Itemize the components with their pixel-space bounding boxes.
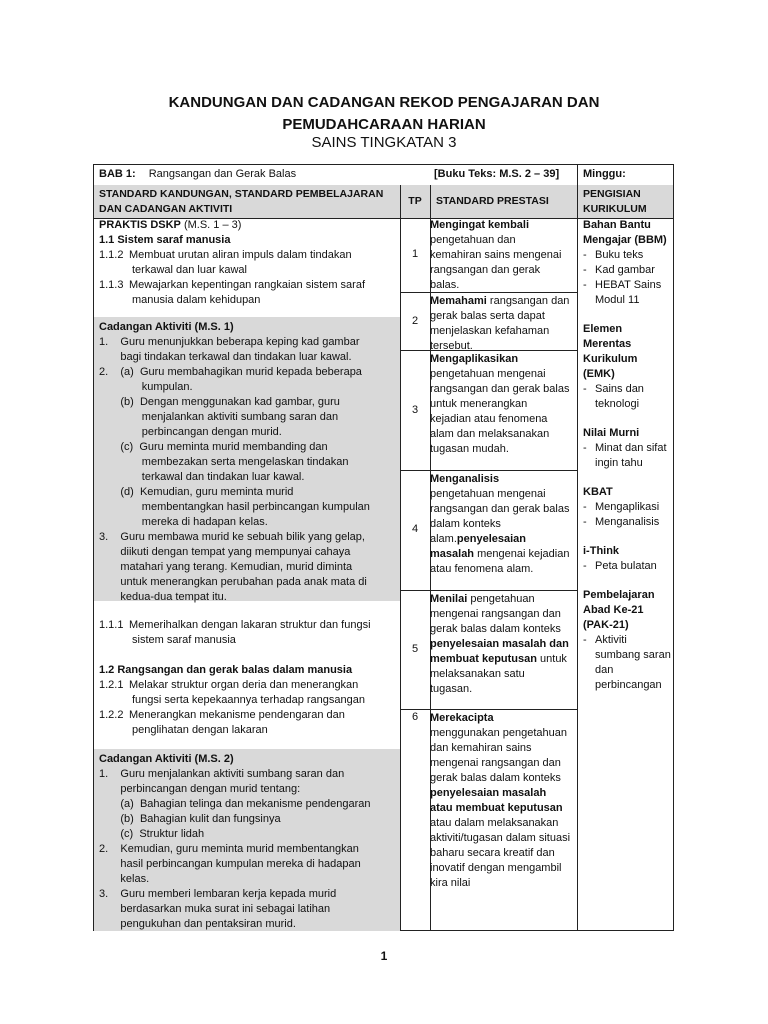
pak-block [583, 588, 671, 693]
list-item: - Sains dan teknologi [583, 382, 671, 412]
activity-line: kelas. [99, 873, 150, 885]
activity-line: berdasarkan muka surat ini sebagai latihan [99, 903, 331, 915]
activity-line: terkawal dan tindakan luar kawal. [99, 471, 305, 483]
bbm-title: Bahan Bantu Mengajar (BBM) [583, 219, 667, 246]
section-1-1: 1.1 Sistem saraf manusia [99, 234, 231, 246]
header-prestasi: STANDARD PRESTASI [436, 195, 549, 207]
tp-sep-4 [400, 590, 577, 591]
divider-left [400, 185, 401, 930]
sp-1-1-3-line1: Mewajarkan kepentingan rangkaian sistem saraf [129, 279, 366, 291]
title-line-2: PEMUDAHCARAAN HARIAN [282, 116, 486, 133]
pak-title: Pembelajaran Abad Ke-21 (PAK-21) [583, 589, 655, 631]
emk-title: Elemen Merentas Kurikulum (EMK) [583, 323, 638, 380]
activity-line: (b) Dengan menggunakan kad gambar, guru [99, 396, 340, 408]
sp-1-1-1-line1: Memerihalkan dengan lakaran struktur dan fungsi [129, 619, 371, 631]
nilai-title: Nilai Murni [583, 427, 640, 439]
sp-1-2-2-num: 1.2.2 [99, 709, 124, 721]
title-line-1: KANDUNGAN DAN CADANGAN REKOD PENGAJARAN DAN [168, 94, 600, 111]
bab-number: BAB 1: [99, 168, 136, 180]
ithink-block [583, 544, 671, 574]
tp-sep-5 [400, 709, 577, 710]
emk-block [583, 322, 671, 412]
sp-1-1-3-line2: manusia dalam kehidupan [132, 294, 261, 306]
section-1-2-block [99, 663, 397, 738]
activity-line: menjalankan aktiviti sumbang saran dan [99, 411, 339, 423]
prestasi-tp1-text: pengetahuan dan kemahiran sains mengenai rangsangan dan gerak balas. [430, 234, 562, 291]
tp-6: 6 [411, 711, 419, 723]
prestasi-tp4 [430, 472, 570, 577]
activity-line: (c) Guru meminta murid membanding dan [99, 441, 328, 453]
activity-1-list [99, 335, 397, 605]
nilai-list [583, 441, 671, 471]
activity-line: hasil perbincangan kumpulan mereka di hadapan [99, 858, 361, 870]
prestasi-tp4-bold: Menganalisis [430, 473, 500, 485]
lesson-plan-table [93, 164, 674, 931]
tp-sep-3 [400, 470, 577, 471]
activity-1-title: Cadangan Aktiviti (M.S. 1) [99, 321, 234, 333]
pengisian-kurikulum [583, 218, 671, 707]
sp-1-2-1 [99, 678, 397, 708]
minggu-label: Minggu: [583, 168, 626, 180]
sp-1-1-3-num: 1.1.3 [99, 279, 124, 291]
activity-line: membezakan serta mengelaskan tindakan [99, 456, 349, 468]
divider-right [577, 165, 578, 930]
list-item: - Aktiviti sumbang saran dan perbincangan [583, 633, 671, 693]
list-item: - Peta bulatan [583, 559, 671, 574]
prestasi-tp3-text: pengetahuan mengenai rangsangan dan gerak balas untuk menerangkan kejadian atau fenomena alam dan melaksanakan tugasan mudah. [430, 368, 570, 455]
prestasi-tp2-text: rangsangan dan gerak balas serta dapat menjelaskan kefahaman tersebut. [430, 295, 570, 352]
prestasi-tp5-bold: Menilai [430, 593, 468, 605]
activity-line: 3. Guru membawa murid ke sebuah bilik yang gelap, [99, 531, 365, 543]
activity-line: kedua-dua tempat itu. [99, 591, 227, 603]
prestasi-tp5 [430, 592, 570, 697]
section-1-2: 1.2 Rangsangan dan gerak balas dalam manusia [99, 664, 353, 676]
ithink-list [583, 559, 671, 574]
activity-2-list [99, 767, 397, 932]
prestasi-tp6-tail: atau dalam melaksanakan aktiviti/tugasan dalam situasi baharu secara kreatif dan inovatif dengan mengambil kira nilai [430, 817, 571, 889]
activity-line: untuk menerangkan perubahan pada anak mata di [99, 576, 367, 588]
activity-line: 2. Kemudian, guru meminta murid membentangkan [99, 843, 359, 855]
activity-line: 2. (a) Guru membahagikan murid kepada beberapa [99, 366, 362, 378]
sp-1-2-1-line1: Melakar struktur organ deria dan menerangkan [129, 679, 359, 691]
list-item: - HEBAT Sains Modul 11 [583, 278, 671, 308]
activity-2-title: Cadangan Aktiviti (M.S. 2) [99, 753, 234, 765]
bbm-list [583, 248, 671, 308]
praktis-rest: (M.S. 1 – 3) [180, 219, 242, 231]
prestasi-tp6 [430, 711, 570, 891]
header-pengisian-line1: PENGISIAN [583, 188, 641, 200]
activity-line: (c) Struktur lidah [99, 828, 205, 840]
header-standard-line1: STANDARD KANDUNGAN, STANDARD PEMBELAJARAN [99, 188, 384, 200]
activity-line: bagi tindakan terkawal dan tindakan luar kawal. [99, 351, 352, 363]
activity-line: 1. Guru menunjukkan beberapa keping kad gambar [99, 336, 360, 348]
left-column [99, 218, 397, 308]
page-number: 1 [380, 949, 388, 963]
sp-1-1-1 [99, 618, 397, 648]
list-item: - Buku teks [583, 248, 671, 263]
nilai-block [583, 426, 671, 471]
prestasi-tp3-bold: Mengaplikasikan [430, 353, 519, 365]
sp-1-1-1-line2: sistem saraf manusia [132, 634, 236, 646]
activity-line: (a) Bahagian telinga dan mekanisme pendengaran [99, 798, 371, 810]
header-standard-line2: DAN CADANGAN AKTIVITI [99, 203, 233, 215]
tp-1: 1 [411, 248, 419, 260]
sp-1-2-1-line2: fungsi serta kepekaannya terhadap rangsangan [132, 694, 366, 706]
ithink-title: i-Think [583, 545, 620, 557]
sp-1-1-2-line2: terkawal dan luar kawal [132, 264, 247, 276]
section-1-1-1 [99, 618, 397, 648]
list-item: - Kad gambar [583, 263, 671, 278]
activity-line: perbincangan dengan murid tentang: [99, 783, 301, 795]
prestasi-tp5-text: pengetahuan mengenai rangsangan dan gerak balas dalam konteks [430, 593, 561, 635]
pak-list [583, 633, 671, 693]
tp-5: 5 [411, 643, 419, 655]
activity-line: mereka di hadapan kelas. [99, 516, 268, 528]
header-pengisian [583, 187, 647, 217]
tp-4: 4 [411, 523, 419, 535]
prestasi-tp1 [430, 218, 570, 293]
kbat-list [583, 500, 671, 530]
activity-2 [99, 752, 397, 932]
bab-label [99, 167, 296, 182]
activity-line: (b) Bahagian kulit dan fungsinya [99, 813, 281, 825]
tp-2: 2 [411, 315, 419, 327]
sp-1-2-2 [99, 708, 397, 738]
bab-title: Rangsangan dan Gerak Balas [148, 168, 297, 180]
activity-line: 3. Guru memberi lembaran kerja kepada murid [99, 888, 337, 900]
activity-line: perbincangan dengan murid. [99, 426, 282, 438]
buku-teks: [Buku Teks: M.S. 2 – 39] [434, 168, 560, 180]
prestasi-tp6-bold: Merekacipta [430, 712, 494, 724]
praktis-bold: PRAKTIS DSKP [99, 219, 181, 231]
document-subtitle [0, 134, 768, 152]
sp-1-1-2-line1: Membuat urutan aliran impuls dalam tindakan [129, 249, 352, 261]
activity-line: matahari yang terang. Kemudian, murid diminta [99, 561, 353, 573]
prestasi-tp5-tail: untuk melaksanakan satu tugasan. [430, 653, 567, 695]
praktis-dskp [99, 218, 397, 233]
prestasi-tp3 [430, 352, 570, 457]
list-item: - Minat dan sifat ingin tahu [583, 441, 671, 471]
sp-1-1-1-num: 1.1.1 [99, 619, 124, 631]
activity-line: pengukuhan dan pentaksiran murid. [99, 918, 296, 930]
activity-line: membentangkan hasil perbincangan kumpulan [99, 501, 370, 513]
header-pengisian-line2: KURIKULUM [583, 203, 647, 215]
sp-1-2-1-num: 1.2.1 [99, 679, 124, 691]
prestasi-tp5-bold2: penyelesaian masalah dan membuat keputusan [430, 638, 569, 665]
kbat-title: KBAT [583, 486, 613, 498]
bbm-block [583, 218, 671, 308]
emk-list [583, 382, 671, 412]
prestasi-tp4-text: pengetahuan mengenai rangsangan dan gerak balas dalam konteks alam. [430, 488, 570, 545]
prestasi-tp4-bold2: penyelesaian masalah [430, 533, 526, 560]
prestasi-tp1-bold: Mengingat kembali [430, 219, 530, 231]
list-item: - Menganalisis [583, 515, 671, 530]
document-title [0, 92, 768, 136]
header-tp: TP [408, 195, 422, 207]
tp-3: 3 [411, 404, 419, 416]
sp-1-1-3 [99, 278, 397, 308]
activity-1 [99, 320, 397, 605]
sp-1-2-2-line2: penglihatan dengan lakaran [132, 724, 268, 736]
activity-line: 1. Guru menjalankan aktiviti sumbang saran dan [99, 768, 345, 780]
kbat-block [583, 485, 671, 530]
activity-line: (d) Kemudian, guru meminta murid [99, 486, 294, 498]
header-standard [99, 187, 383, 217]
subtitle-text: SAINS TINGKATAN 3 [311, 134, 457, 151]
prestasi-tp4-tail: mengenai kejadian atau fenomena alam. [430, 548, 570, 575]
list-item: - Mengaplikasi [583, 500, 671, 515]
activity-line: diikuti dengan tempat yang mempunyai cahaya [99, 546, 351, 558]
activity-line: kumpulan. [99, 381, 193, 393]
prestasi-tp2 [430, 294, 570, 354]
prestasi-tp6-bold2: penyelesaian masalah atau membuat keputusan [430, 787, 563, 814]
sp-1-2-2-line1: Menerangkan mekanisme pendengaran dan [129, 709, 345, 721]
prestasi-tp6-text: menggunakan pengetahuan dan kemahiran sains mengenai rangsangan dan gerak balas dalam konteks [430, 727, 568, 784]
sp-1-1-2-num: 1.1.2 [99, 249, 124, 261]
sp-1-1-2 [99, 248, 397, 278]
prestasi-tp2-bold: Memahami [430, 295, 487, 307]
